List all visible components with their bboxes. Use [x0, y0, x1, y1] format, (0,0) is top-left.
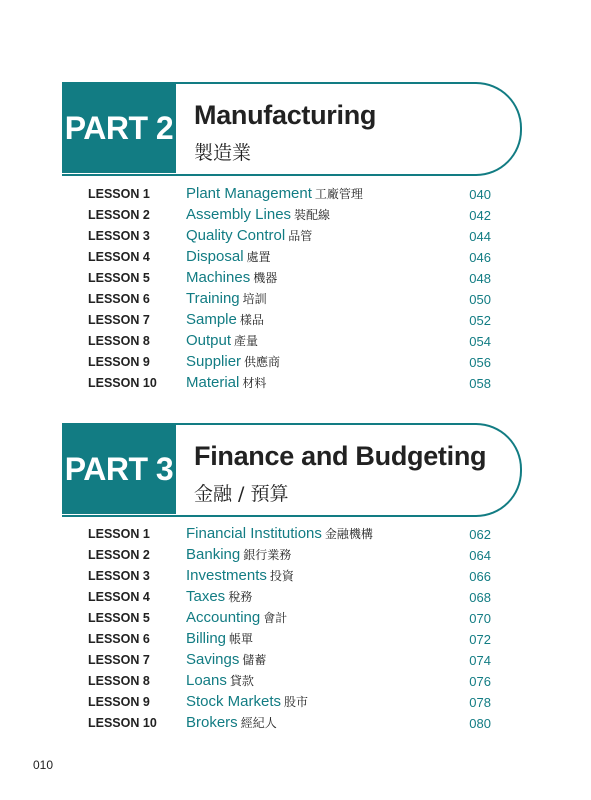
lesson-title-zh: 會計 [263, 611, 288, 625]
lesson-title[interactable] [186, 525, 373, 542]
lesson-title-en[interactable]: Supplier [186, 353, 242, 370]
part-3-label: PART 3 [62, 424, 176, 514]
lesson-title-en[interactable]: Disposal [186, 248, 244, 265]
lesson-page-number[interactable]: 040 [469, 187, 491, 202]
lesson-row[interactable] [0, 374, 591, 395]
lesson-row[interactable] [0, 353, 591, 374]
lesson-row[interactable] [0, 227, 591, 248]
lesson-title[interactable] [186, 546, 291, 563]
lesson-title-en[interactable]: Investments [186, 567, 267, 584]
lesson-title-en[interactable]: Brokers [186, 714, 238, 731]
lesson-title[interactable] [186, 290, 267, 307]
lesson-title[interactable] [186, 206, 330, 223]
lesson-title-zh: 股市 [284, 695, 309, 709]
lesson-number: LESSON 3 [88, 229, 150, 243]
lesson-page-number[interactable]: 056 [469, 355, 491, 370]
lesson-title-en[interactable]: Assembly Lines [186, 206, 292, 223]
lesson-page-number[interactable]: 058 [469, 376, 491, 391]
lesson-page-number[interactable]: 054 [469, 334, 491, 349]
lesson-page-number[interactable]: 044 [469, 229, 491, 244]
lesson-title-en[interactable]: Banking [186, 546, 241, 563]
page-number: 010 [33, 758, 54, 772]
lesson-row[interactable] [0, 609, 591, 630]
lesson-title-zh: 供應商 [244, 355, 281, 369]
lesson-title-zh: 經紀人 [240, 716, 277, 730]
lesson-title[interactable] [186, 588, 252, 605]
lesson-title[interactable] [186, 227, 312, 244]
lesson-row[interactable] [0, 651, 591, 672]
lesson-title-zh: 裝配線 [294, 208, 331, 222]
lesson-title[interactable] [186, 693, 308, 710]
lesson-page-number[interactable]: 068 [469, 590, 491, 605]
lesson-title[interactable] [186, 567, 294, 584]
lesson-title-zh: 品管 [288, 229, 313, 243]
part-3-header [62, 423, 522, 511]
lesson-row[interactable] [0, 525, 591, 546]
lesson-title-en[interactable]: Plant Management [186, 185, 312, 202]
lesson-row[interactable] [0, 672, 591, 693]
lesson-title[interactable] [186, 651, 266, 668]
part-3-subtitle: 金融 / 預算 [194, 483, 289, 505]
lesson-number: LESSON 1 [88, 527, 150, 541]
lesson-number: LESSON 9 [88, 695, 150, 709]
lesson-row[interactable] [0, 567, 591, 588]
lesson-title[interactable] [186, 374, 266, 391]
lesson-title-en[interactable]: Stock Markets [186, 693, 282, 710]
lesson-number: LESSON 1 [88, 187, 150, 201]
lesson-title[interactable] [186, 672, 254, 689]
lesson-page-number[interactable]: 080 [469, 716, 491, 731]
lesson-row[interactable] [0, 332, 591, 353]
lesson-title-zh: 稅務 [228, 590, 253, 604]
lesson-number: LESSON 5 [88, 271, 150, 285]
lesson-title-zh: 貸款 [229, 674, 254, 688]
lesson-number: LESSON 8 [88, 674, 150, 688]
lesson-row[interactable] [0, 185, 591, 206]
lesson-page-number[interactable]: 066 [469, 569, 491, 584]
lesson-title-zh: 產量 [234, 334, 259, 348]
lesson-title[interactable] [186, 714, 277, 731]
lesson-title-zh: 機器 [253, 271, 278, 285]
lesson-number: LESSON 7 [88, 313, 150, 327]
lesson-title-en[interactable]: Training [186, 290, 240, 307]
lesson-row[interactable] [0, 206, 591, 227]
lesson-row[interactable] [0, 714, 591, 735]
lesson-title-en[interactable]: Material [186, 374, 240, 391]
lesson-row[interactable] [0, 311, 591, 332]
lesson-page-number[interactable]: 072 [469, 632, 491, 647]
lesson-title-en[interactable]: Savings [186, 651, 240, 668]
lesson-title[interactable] [186, 185, 363, 202]
lesson-title-en[interactable]: Billing [186, 630, 227, 647]
lesson-title-zh: 帳單 [229, 632, 254, 646]
lesson-row[interactable] [0, 588, 591, 609]
lesson-row[interactable] [0, 546, 591, 567]
lesson-page-number[interactable]: 042 [469, 208, 491, 223]
lesson-title-zh: 投資 [269, 569, 294, 583]
lesson-title-zh: 材料 [242, 376, 267, 390]
part-2-title: Manufacturing [194, 100, 377, 130]
lesson-number: LESSON 2 [88, 548, 150, 562]
lesson-number: LESSON 4 [88, 250, 150, 264]
lesson-number: LESSON 6 [88, 632, 150, 646]
lesson-number: LESSON 7 [88, 653, 150, 667]
lesson-title-zh: 儲蓄 [242, 653, 267, 667]
lesson-page-number[interactable]: 074 [469, 653, 491, 668]
lesson-title[interactable] [186, 248, 271, 265]
lesson-page-number[interactable]: 050 [469, 292, 491, 307]
lesson-title-en[interactable]: Quality Control [186, 227, 286, 244]
lesson-title-en[interactable]: Output [186, 332, 232, 349]
part-2-label: PART 2 [62, 83, 176, 173]
lesson-title[interactable] [186, 269, 277, 286]
lesson-title-zh: 處置 [246, 250, 271, 264]
lesson-title-en[interactable]: Sample [186, 311, 237, 328]
lesson-title-en[interactable]: Financial Institutions [186, 525, 322, 542]
lesson-row[interactable] [0, 630, 591, 651]
lesson-title-en[interactable]: Loans [186, 672, 227, 689]
lesson-page-number[interactable]: 046 [469, 250, 491, 265]
lesson-title[interactable] [186, 609, 287, 626]
lesson-page-number[interactable]: 048 [469, 271, 491, 286]
lesson-page-number[interactable]: 064 [469, 548, 491, 563]
lesson-row[interactable] [0, 290, 591, 311]
lesson-page-number[interactable]: 076 [469, 674, 491, 689]
lesson-title-zh: 培訓 [242, 292, 267, 306]
lesson-page-number[interactable]: 078 [469, 695, 491, 710]
lesson-number: LESSON 3 [88, 569, 150, 583]
lesson-number: LESSON 10 [88, 716, 157, 730]
lesson-title[interactable] [186, 630, 253, 647]
lesson-title-zh: 樣品 [239, 313, 264, 327]
lesson-number: LESSON 6 [88, 292, 150, 306]
lesson-number: LESSON 5 [88, 611, 150, 625]
lesson-title-zh: 銀行業務 [243, 548, 292, 562]
lesson-title[interactable] [186, 332, 258, 349]
lesson-number: LESSON 4 [88, 590, 150, 604]
part-2-header [62, 82, 522, 170]
part-2-subtitle: 製造業 [194, 142, 252, 164]
lesson-title[interactable] [186, 311, 264, 328]
lesson-page-number[interactable]: 070 [469, 611, 491, 626]
lesson-row[interactable] [0, 248, 591, 269]
lesson-row[interactable] [0, 269, 591, 290]
lesson-number: LESSON 10 [88, 376, 157, 390]
lesson-title-zh: 工廠管理 [314, 187, 363, 201]
lesson-title[interactable] [186, 353, 280, 370]
part-3-title: Finance and Budgeting [194, 441, 487, 471]
lesson-title-zh: 金融機構 [324, 527, 373, 541]
lesson-page-number[interactable]: 062 [469, 527, 491, 542]
lesson-title-en[interactable]: Machines [186, 269, 251, 286]
lesson-number: LESSON 2 [88, 208, 150, 222]
lesson-number: LESSON 8 [88, 334, 150, 348]
lesson-number: LESSON 9 [88, 355, 150, 369]
lesson-page-number[interactable]: 052 [469, 313, 491, 328]
lesson-title-en[interactable]: Taxes [186, 588, 226, 605]
lesson-row[interactable] [0, 693, 591, 714]
lesson-title-en[interactable]: Accounting [186, 609, 261, 626]
